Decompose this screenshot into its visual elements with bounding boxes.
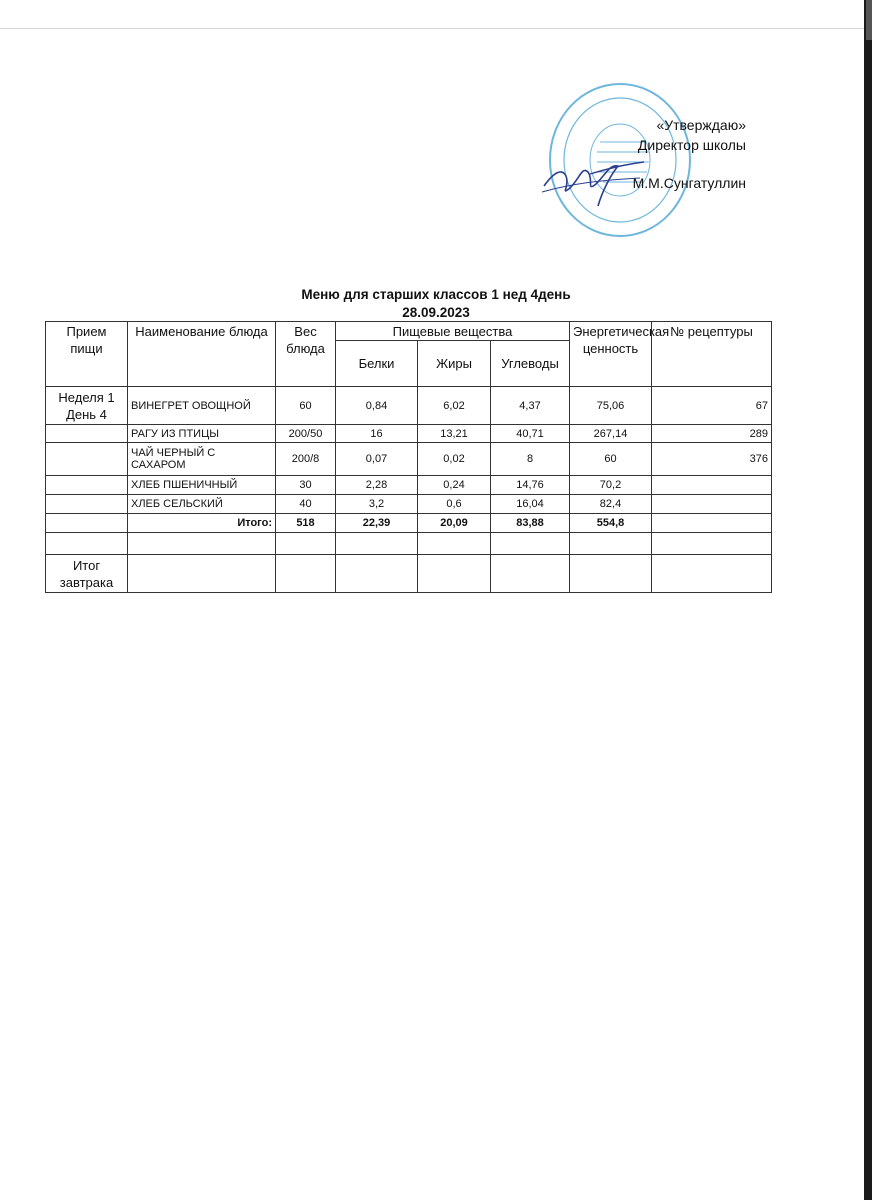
table-row	[46, 425, 772, 443]
total-recipe-empty	[652, 514, 772, 533]
dish-proteins: 0,07	[336, 443, 418, 476]
dish-weight: 200/50	[276, 425, 336, 443]
total-label: Итого:	[128, 514, 276, 533]
meal-empty	[46, 443, 128, 476]
header-fats: Жиры	[418, 341, 491, 387]
dish-recipe: 67	[652, 387, 772, 425]
dish-proteins: 0,84	[336, 387, 418, 425]
header-recipe: № рецептуры	[652, 322, 772, 387]
dish-fats: 0,02	[418, 443, 491, 476]
scan-edge-right	[864, 0, 872, 1200]
header-dish: Наименование блюда	[128, 322, 276, 387]
header-nutrients: Пищевые вещества	[336, 322, 570, 341]
approval-block	[633, 116, 746, 192]
dish-fats: 0,24	[418, 476, 491, 495]
header-energy: Энергетическая ценность	[570, 322, 652, 387]
total-proteins: 22,39	[336, 514, 418, 533]
menu-table	[45, 321, 772, 593]
empty-row	[46, 533, 772, 555]
header-proteins: Белки	[336, 341, 418, 387]
scan-edge-top	[0, 28, 872, 29]
dish-name: ВИНЕГРЕТ ОВОЩНОЙ	[128, 387, 276, 425]
meal-label: Неделя 1 День 4	[46, 387, 128, 425]
breakfast-total-row	[46, 555, 772, 593]
table-row	[46, 387, 772, 425]
header-row-1	[46, 322, 772, 341]
total-weight: 518	[276, 514, 336, 533]
header-meal: Прием пищи	[46, 322, 128, 387]
dish-recipe	[652, 476, 772, 495]
dish-weight: 40	[276, 495, 336, 514]
dish-energy: 70,2	[570, 476, 652, 495]
dish-carbs: 14,76	[491, 476, 570, 495]
approval-title: «Утверждаю»	[656, 117, 746, 133]
dish-recipe: 289	[652, 425, 772, 443]
meal-empty	[46, 495, 128, 514]
approval-name: М.М.Сунгатуллин	[632, 175, 746, 191]
dish-proteins: 3,2	[336, 495, 418, 514]
total-fats: 20,09	[418, 514, 491, 533]
total-row	[46, 514, 772, 533]
dish-energy: 82,4	[570, 495, 652, 514]
dish-fats: 13,21	[418, 425, 491, 443]
dish-fats: 6,02	[418, 387, 491, 425]
total-energy: 554,8	[570, 514, 652, 533]
meal-empty	[46, 476, 128, 495]
dish-carbs: 16,04	[491, 495, 570, 514]
scan-edge-right-top	[866, 0, 872, 40]
dish-energy: 267,14	[570, 425, 652, 443]
table-row	[46, 443, 772, 476]
header-weight: Вес блюда	[276, 322, 336, 387]
menu-title: Меню для старших классов 1 нед 4день	[301, 287, 571, 302]
total-carbs: 83,88	[491, 514, 570, 533]
dish-carbs: 40,71	[491, 425, 570, 443]
dish-weight: 200/8	[276, 443, 336, 476]
dish-recipe	[652, 495, 772, 514]
table-row	[46, 476, 772, 495]
breakfast-total-label: Итог завтрака	[46, 555, 128, 593]
dish-recipe: 376	[652, 443, 772, 476]
dish-energy: 75,06	[570, 387, 652, 425]
dish-name: ХЛЕБ ПШЕНИЧНЫЙ	[128, 476, 276, 495]
dish-name: ЧАЙ ЧЕРНЫЙ С САХАРОМ	[128, 443, 276, 476]
dish-carbs: 8	[491, 443, 570, 476]
approval-role: Директор школы	[637, 137, 746, 153]
dish-name: РАГУ ИЗ ПТИЦЫ	[128, 425, 276, 443]
total-empty	[46, 514, 128, 533]
meal-empty	[46, 425, 128, 443]
menu-date: 28.09.2023	[402, 305, 470, 320]
dish-proteins: 2,28	[336, 476, 418, 495]
dish-weight: 30	[276, 476, 336, 495]
dish-carbs: 4,37	[491, 387, 570, 425]
dish-weight: 60	[276, 387, 336, 425]
dish-name: ХЛЕБ СЕЛЬСКИЙ	[128, 495, 276, 514]
dish-energy: 60	[570, 443, 652, 476]
table-row	[46, 495, 772, 514]
dish-fats: 0,6	[418, 495, 491, 514]
header-carbs: Углеводы	[491, 341, 570, 387]
dish-proteins: 16	[336, 425, 418, 443]
